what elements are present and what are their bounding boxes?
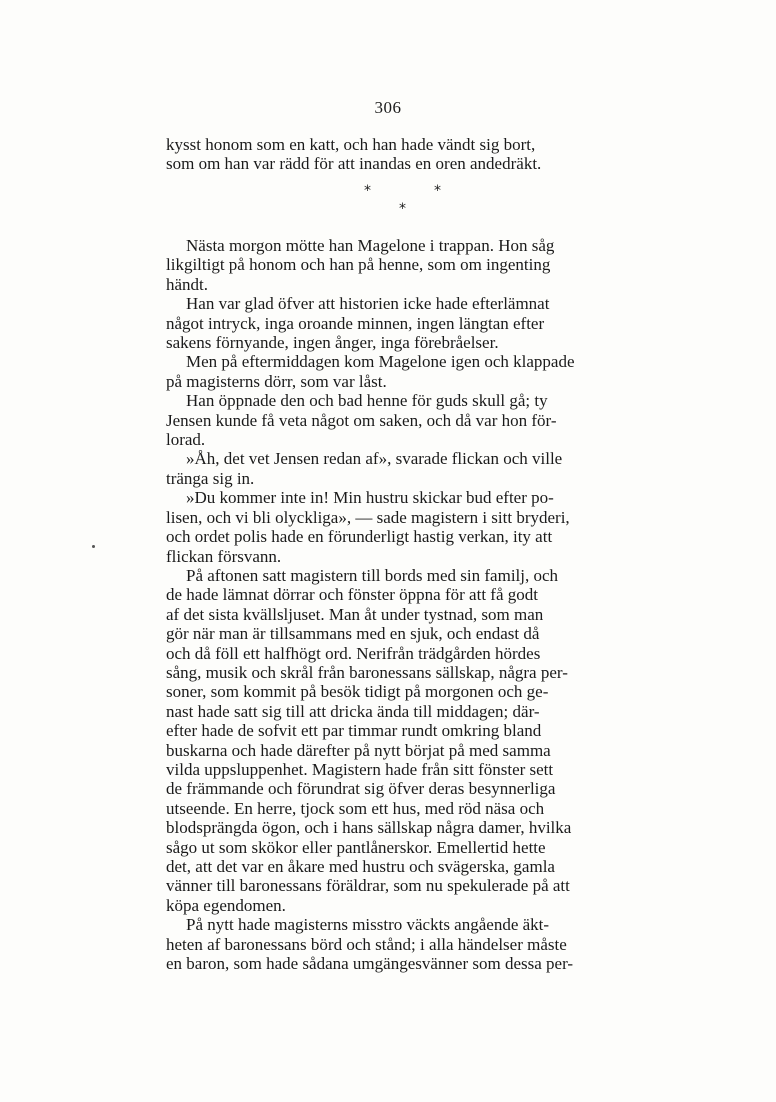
text-line: lisen, och vi bli olyckliga», — sade magistern i sitt bryderi, (166, 507, 570, 527)
text-line: kysst honom som en katt, och han hade vändt sig bort, (166, 135, 536, 154)
text-paragraph (166, 294, 680, 352)
text-line: Jensen kunde få veta något om saken, och då var hon för- (166, 410, 557, 430)
text-line: och då föll ett halfhögt ord. Nerifrån trädgården hördes (166, 643, 541, 663)
text-line: händt. (166, 274, 209, 294)
text-line: tränga sig in. (166, 468, 255, 488)
text-line: likgiltigt på honom och han på henne, som om ingenting (166, 255, 551, 275)
page-number: 306 (374, 98, 402, 117)
text-line: Nästa morgon mötte han Magelone i trappan. Hon såg (186, 236, 555, 255)
text-paragraph (166, 915, 680, 973)
opening-text (166, 135, 680, 174)
text-line: På aftonen satt magistern till bords med sin familj, och (186, 565, 559, 585)
text-line: som om han var rädd för att inandas en oren andedräkt. (166, 154, 542, 174)
section-separator (300, 178, 490, 218)
text-line: »Du kommer inte in! Min hustru skickar bud efter po- (186, 488, 554, 508)
text-line: en baron, som hade sådana umgängesvänner som dessa per- (166, 954, 574, 974)
text-line: sång, musik och skrål från baronessans sällskap, några per- (166, 662, 568, 682)
text-line: soner, som kommit på besök tidigt på morgonen och ge- (166, 682, 549, 702)
text-line: de främmande och förundrat sig öfver deras besynnerliga (166, 779, 556, 799)
text-paragraph (166, 449, 680, 488)
separator-star: * (364, 183, 371, 199)
text-line: buskarna och hade därefter på nytt börjat på med samma (166, 740, 551, 760)
text-line: Men på eftermiddagen kom Magelone igen och klappade (186, 352, 575, 372)
text-paragraph (166, 135, 680, 174)
text-line: Han öppnade den och bad henne för guds skull gå; ty (186, 391, 548, 411)
text-line: efter hade de sofvit ett par timmar rundt omkring bland (166, 721, 542, 741)
text-paragraph (166, 352, 680, 391)
text-line: på magisterns dörr, som var låst. (166, 371, 387, 391)
text-paragraph (166, 391, 680, 449)
text-line: vilda uppsluppenhet. Magistern hade från sitt fönster sett (166, 759, 554, 779)
text-line: På nytt hade magisterns misstro väckts angående äkt- (186, 915, 550, 935)
separator-star: * (434, 183, 441, 199)
text-line: Han var glad öfver att historien icke hade efterlämnat (186, 294, 550, 314)
text-line: det, att det var en åkare med hustru och svägerska, gamla (166, 857, 555, 876)
text-line: heten af baronessans börd och stånd; i alla händelser måste (166, 934, 567, 954)
paper-speck (92, 545, 95, 548)
text-line: af det sista kvällsljuset. Man åt under tystnad, som man (166, 604, 544, 624)
text-line: nast hade satt sig till att dricka ända till middagen; där- (166, 701, 540, 721)
text-line: blodsprängda ögon, och i hans sällskap några damer, hvilka (166, 818, 572, 838)
text-line: lorad. (166, 430, 206, 450)
text-line: utseende. En herre, tjock som ett hus, med röd näsa och (166, 798, 545, 818)
text-line: något intryck, inga oroande minnen, ingen längtan efter (166, 313, 545, 333)
text-line: sågo ut som skökor eller pantlånerskor. Emellertid hette (166, 837, 546, 857)
text-paragraph (166, 236, 680, 294)
text-line: gör när man är tillsammans med en sjuk, och endast då (166, 624, 540, 644)
text-line: vänner till baronessans föräldrar, som nu spekulerade på att (166, 876, 570, 896)
text-line: och ordet polis hade en förunderligt hastig verkan, ity att (166, 527, 553, 547)
text-line: sakens förnyande, ingen ånger, inga förebråelser. (166, 333, 499, 353)
text-line: »Åh, det vet Jensen redan af», svarade flickan och ville (186, 449, 563, 469)
body-text (166, 236, 680, 973)
text-line: köpa egendomen. (166, 895, 286, 915)
text-paragraph (166, 566, 680, 915)
text-paragraph (166, 488, 680, 566)
separator-star: * (399, 201, 406, 217)
text-line: flickan försvann. (166, 546, 282, 566)
text-line: de hade lämnat dörrar och fönster öppna för att få godt (166, 585, 538, 605)
